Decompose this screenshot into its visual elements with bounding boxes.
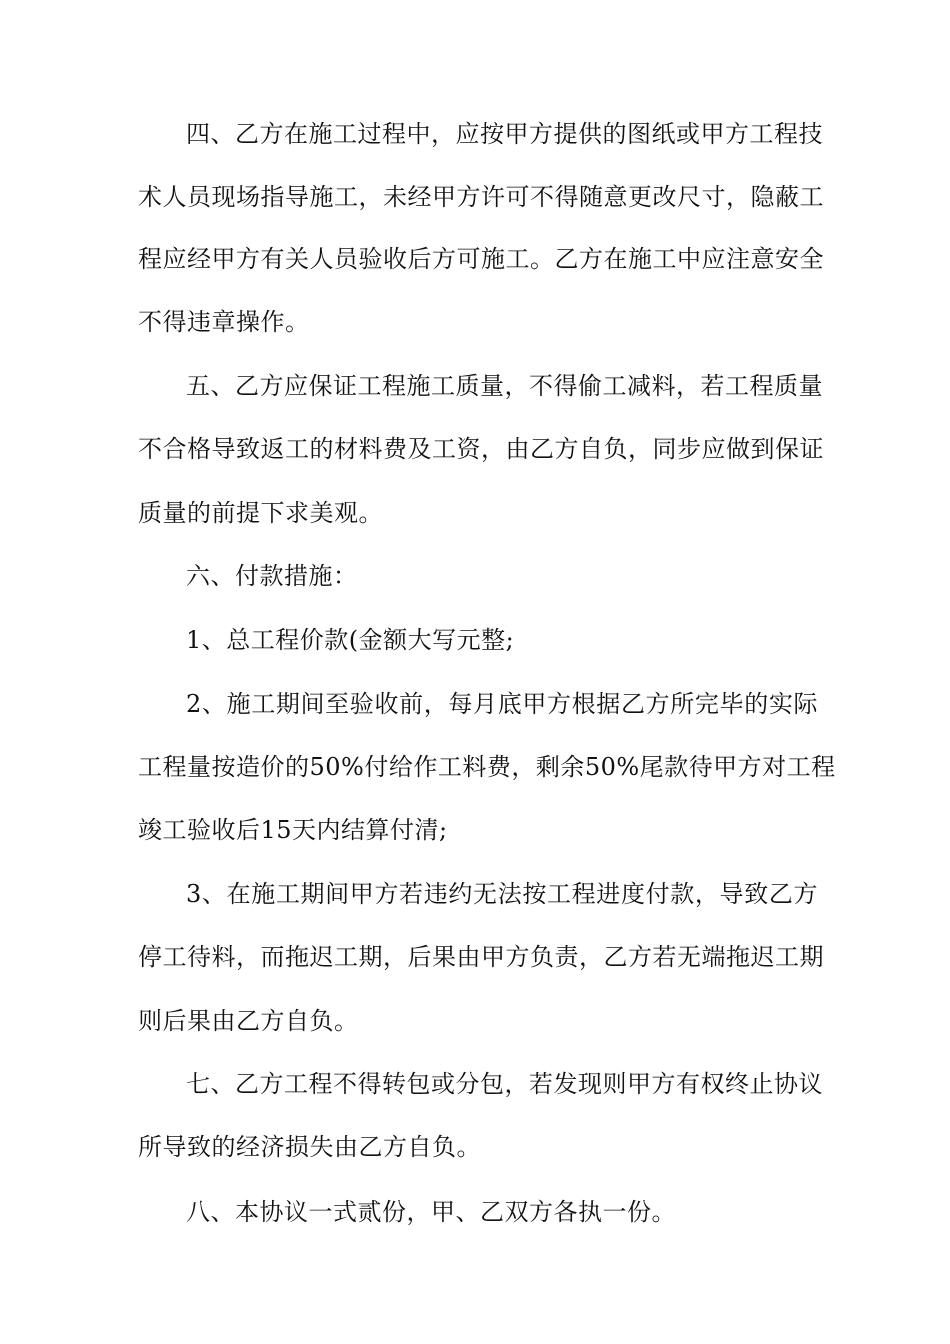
clause-5-line-3: 质量的前提下求美观。 — [138, 499, 383, 527]
payment-item-3-line-2: 停工待料，而拖迟工期，后果由甲方负责，乙方若无端拖迟工期 — [138, 943, 824, 971]
clause-6-heading: 六、付款措施： — [186, 562, 358, 590]
payment-item-3-line-3: 则后果由乙方自负。 — [138, 1007, 359, 1035]
payment-item-2-line-3: 竣工验收后15天内结算付清; — [138, 816, 448, 844]
clause-7-line-2: 所导致的经济损失由乙方自负。 — [138, 1133, 481, 1161]
payment-item-1: 1、总工程价款(金额大写元整; — [186, 626, 515, 654]
clause-8: 八、本协议一式贰份，甲、乙双方各执一份。 — [186, 1198, 676, 1226]
clause-4-line-1: 四、乙方在施工过程中，应按甲方提供的图纸或甲方工程技 — [186, 120, 823, 148]
clause-4-line-4: 不得违章操作。 — [138, 308, 310, 336]
clause-4-line-3: 程应经甲方有关人员验收后方可施工。乙方在施工中应注意安全 — [138, 245, 824, 273]
clause-5-line-1: 五、乙方应保证工程施工质量，不得偷工减料，若工程质量 — [186, 372, 823, 400]
clause-4-line-2: 术人员现场指导施工，未经甲方许可不得随意更改尺寸，隐蔽工 — [138, 183, 824, 211]
payment-item-2-line-2: 工程量按造价的50%付给作工料费，剩余50%尾款待甲方对工程 — [138, 753, 836, 781]
payment-item-3-line-1: 3、在施工期间甲方若违约无法按工程进度付款，导致乙方 — [186, 880, 818, 908]
clause-7-line-1: 七、乙方工程不得转包或分包，若发现则甲方有权终止协议 — [186, 1070, 823, 1098]
payment-item-2-line-1: 2、施工期间至验收前，每月底甲方根据乙方所完毕的实际 — [186, 690, 818, 718]
clause-5-line-2: 不合格导致返工的材料费及工资，由乙方自负，同步应做到保证 — [138, 435, 824, 463]
